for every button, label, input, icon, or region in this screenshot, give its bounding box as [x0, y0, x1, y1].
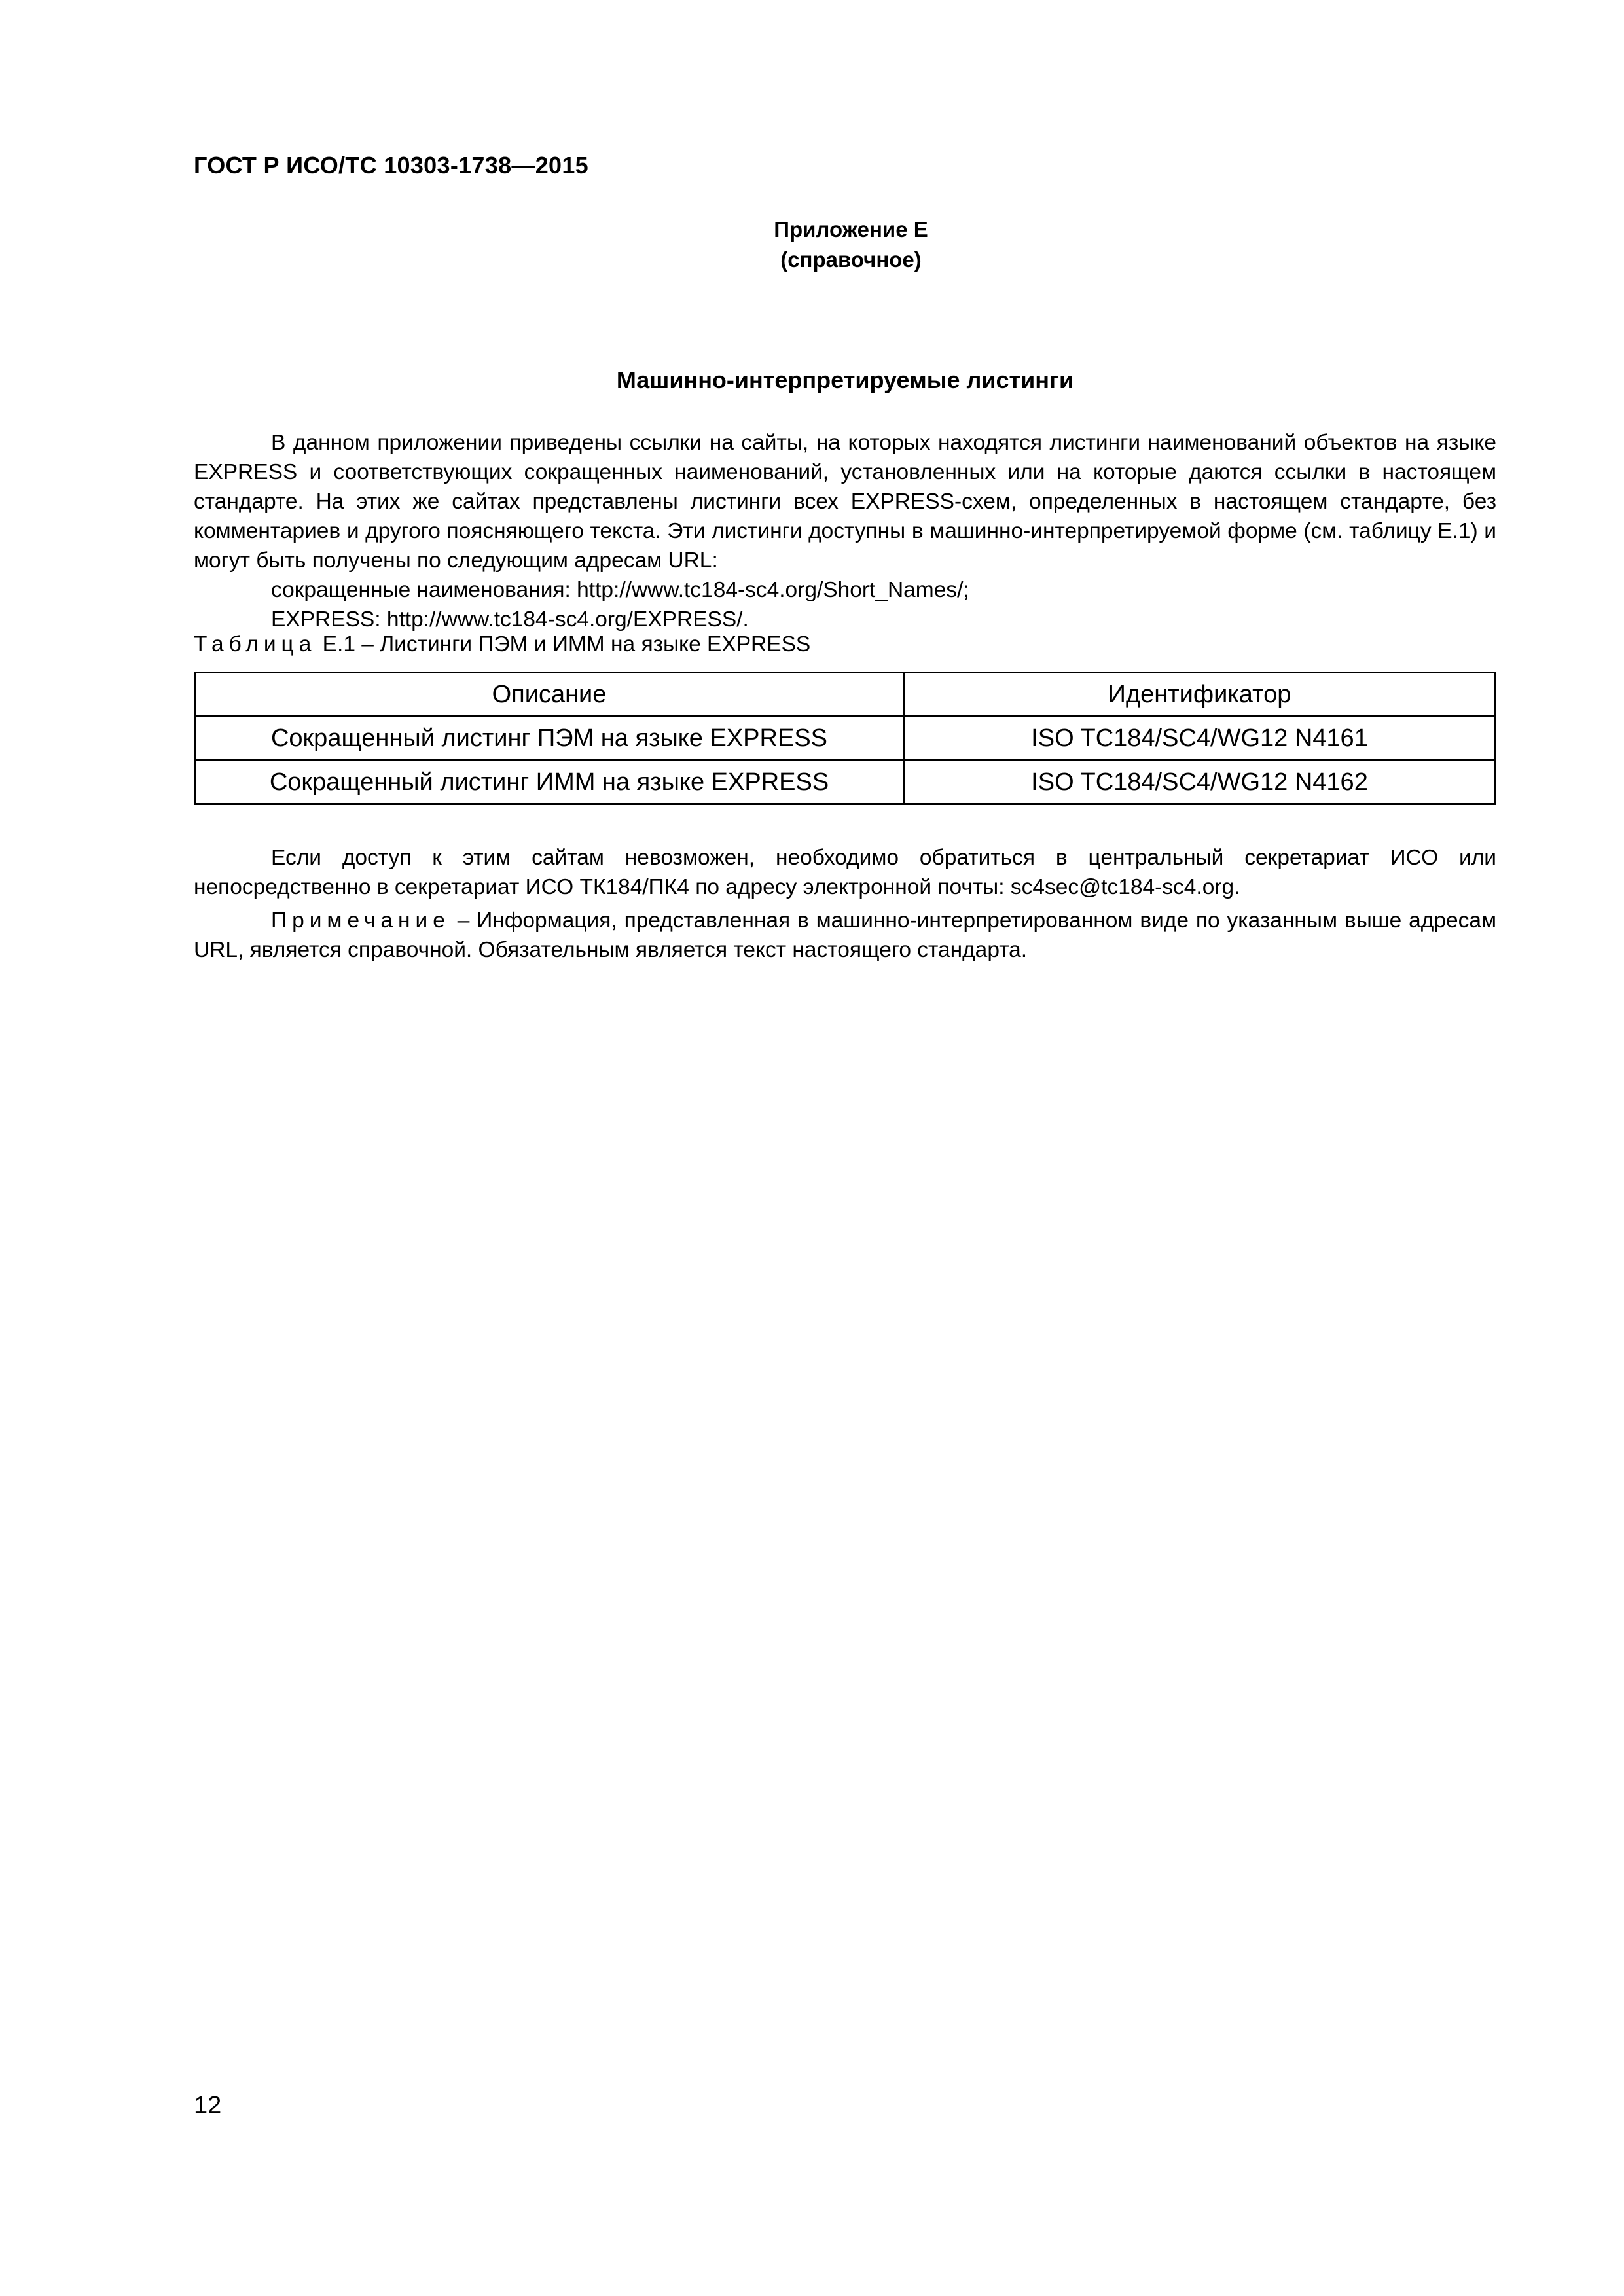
intro-paragraph: В данном приложении приведены ссылки на сайты, на которых находятся листинги наименований объектов на языке EXPRESS и соответствующих сокращенных наименований, установленных или на которые даются ссылки в настоящем стандарте. На этих же сайтах представлены листинги всех EXPRESS-схем, определенных в настоящем стандарте, без комментариев и другого поясняющего текста. Эти листинги доступны в машинно-интерпретируемой форме (см. таблицу Е.1) и могут быть получены по следующим адресам URL: [194, 431, 1496, 573]
note-block [194, 906, 1496, 965]
url-express: EXPRESS: http://www.tc184-sc4.org/EXPRESS/. [271, 607, 749, 632]
note-label: Примечание [271, 908, 450, 933]
contact-block [194, 843, 1496, 902]
listings-table [194, 672, 1496, 805]
table-cell-description: Сокращенный листинг ПЭМ на языке EXPRESS [195, 717, 904, 761]
table-caption [194, 632, 810, 657]
table-cell-description: Сокращенный листинг ИММ на языке EXPRESS [195, 761, 904, 804]
header-description: Описание [195, 673, 904, 717]
appendix-status: (справочное) [780, 247, 922, 272]
table-caption-label: Таблица [194, 632, 317, 656]
table-row [195, 761, 1496, 804]
section-title: Машинно-интерпретируемые листинги [616, 367, 1074, 393]
table-cell-identifier: ISO TC184/SC4/WG12 N4162 [904, 761, 1496, 804]
page-number: 12 [194, 2092, 222, 2119]
note-paragraph [194, 906, 1496, 965]
note-text: – Информация, представленная в машинно-интерпретированном виде по указанным выше адресам URL, является справочной. Обязательным является текст настоящего стандарта. [194, 908, 1496, 962]
document-code: ГОСТ Р ИСО/ТС 10303-1738—2015 [194, 152, 588, 179]
table-cell-identifier: ISO TC184/SC4/WG12 N4161 [904, 717, 1496, 761]
contact-paragraph: Если доступ к этим сайтам невозможен, необходимо обратиться в центральный секретариат ИСО или непосредственно в секретариат ИСО ТК184/ПК4 по адресу электронной почты: sc4sec@tc184-sc4.org. [194, 846, 1496, 899]
header-identifier: Идентификатор [904, 673, 1496, 717]
url-short-names: сокращенные наименования: http://www.tc184-sc4.org/Short_Names/; [271, 578, 969, 602]
table-row [195, 717, 1496, 761]
table-caption-text: Е.1 – Листинги ПЭМ и ИММ на языке EXPRESS [316, 632, 811, 656]
intro-block [194, 428, 1496, 634]
appendix-heading [655, 215, 1047, 275]
appendix-label: Приложение Е [774, 217, 928, 242]
table-header-row [195, 673, 1496, 717]
